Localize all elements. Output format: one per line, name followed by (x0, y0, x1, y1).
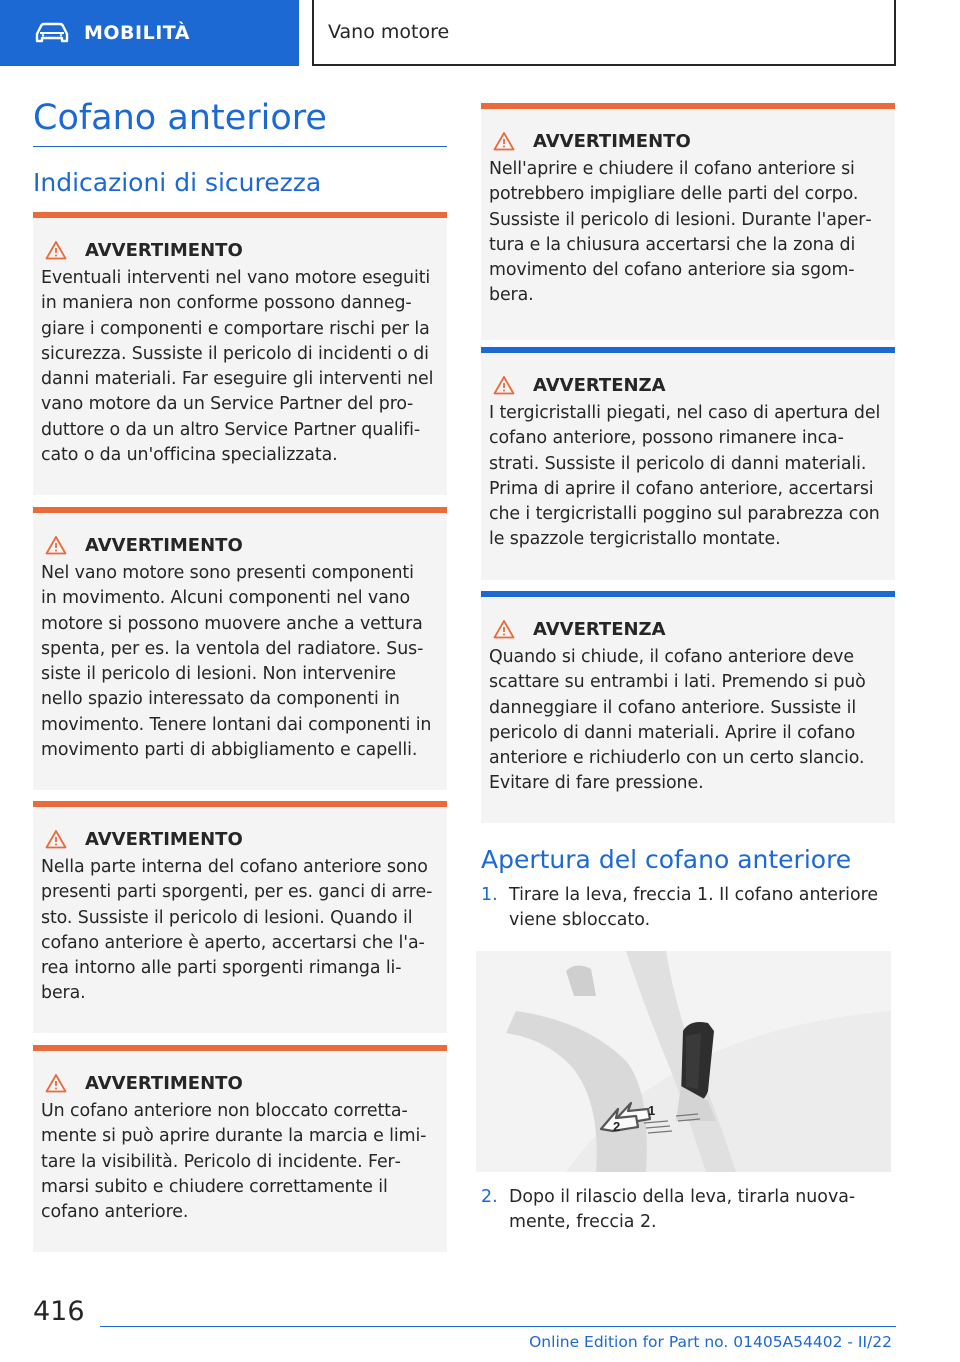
footer-edition: Online Edition for Part no. 01405A54402 - II/22 (529, 1333, 892, 1351)
chapter-title: Vano motore (328, 21, 450, 43)
warning-triangle-icon (45, 535, 67, 555)
section-heading-safety: Indicazioni di sicurezza (33, 168, 322, 197)
callout-text: Nell'aprire e chiudere il cofano anteriore si potrebbero impigliare delle parti del corpo. Sussiste il pericolo di lesioni. Durante l'aper‐ tura e la chiusura accertarsi che la zona di movimento del cofano anteriore sia sgom‐ bera. (489, 159, 872, 306)
svg-text:1: 1 (648, 1103, 656, 1118)
step-text: Tirare la leva, freccia 1. Il cofano anteriore viene sbloccato. (509, 885, 879, 930)
page-number: 416 (33, 1296, 85, 1327)
step-number: 2. (481, 1187, 498, 1207)
step-text: Dopo il rilascio della leva, tirarla nuova‐ mente, freccia 2. (509, 1187, 856, 1232)
callout-title: AVVERTIMENTO (85, 534, 243, 556)
callout-text: Nel vano motore sono presenti componenti in movimento. Alcuni componenti nel vano motore si possono muovere anche a vettura spenta, per es. la ventola del radiatore. Sus‐ siste il pericolo di lesioni. Non intervenire nello spazio interessato da componenti in movimento. Tenere lontani dai componenti in movimento parti di abbigliamento e capelli. (41, 563, 432, 761)
callout-title: AVVERTIMENTO (85, 1072, 243, 1094)
warning-callout (481, 103, 895, 340)
callout-text: Quando si chiude, il cofano anteriore deve scattare su entrambi i lati. Premendo si può danneggiare il cofano anteriore. Sussiste il pericolo di danni materiali. Aprire il cofano anteriore e richiuderlo con un certo slancio. Evitare di fare pressione. (489, 647, 866, 794)
warning-callout (33, 1045, 447, 1252)
warning-callout (33, 801, 447, 1033)
callout-text: Un cofano anteriore non bloccato corretta‐ mente si può aprire durante la marcia e limi‐ tare la visibilità. Pericolo di incidente. Fer‐ marsi subito e chiudere correttamente il cofano anteriore. (41, 1101, 427, 1223)
warning-triangle-icon (45, 829, 67, 849)
callout-text: Nella parte interna del cofano anteriore sono presenti parti sporgenti, per es. ganci di arre‐ sto. Sussiste il pericolo di lesioni. Quando il cofano anteriore è aperto, accertarsi che l'a‐ rea intorno alle parti sporgenti rimanga li‐ bera. (41, 857, 433, 1004)
title-divider (33, 146, 447, 147)
section-tab[interactable] (0, 0, 299, 66)
page-title: Cofano anteriore (33, 98, 327, 138)
callout-text: Eventuali interventi nel vano motore eseguiti in maniera non conforme possono danneg‐ giare i componenti e comportare rischi per la sicurezza. Sussiste il pericolo di incidenti o di danni materiali. Far eseguire gli interventi nel vano motore da un Service Partner del pro‐ duttore o da un altro Service Partner qualifi‐ cato o da un'officina specializzata. (41, 268, 434, 466)
car-icon (34, 22, 70, 44)
section-heading-opening: Apertura del cofano anteriore (481, 845, 852, 874)
hood-release-lever-illustration (476, 951, 891, 1172)
section-label: MOBILITÀ (84, 22, 190, 44)
footer-divider (100, 1326, 896, 1327)
callout-text: I tergicristalli piegati, nel caso di apertura del cofano anteriore, possono rimanere inca‐ strati. Sussiste il pericolo di danni materiali. Prima di aprire il cofano anteriore, accertarsi che i tergicristalli poggino sul parabrezza con le spazzole tergicristallo montate. (489, 403, 881, 550)
step-number: 1. (481, 885, 498, 905)
notice-callout (481, 591, 895, 823)
step-item (481, 883, 895, 933)
chapter-title-box (312, 0, 896, 66)
notice-callout (481, 347, 895, 580)
warning-triangle-icon (45, 240, 67, 260)
warning-triangle-icon (45, 1073, 67, 1093)
warning-triangle-icon (493, 375, 515, 395)
callout-title: AVVERTENZA (533, 618, 666, 640)
step-item (481, 1185, 895, 1235)
warning-callout (33, 507, 447, 790)
callout-title: AVVERTIMENTO (85, 828, 243, 850)
callout-title: AVVERTENZA (533, 374, 666, 396)
callout-title: AVVERTIMENTO (85, 239, 243, 261)
warning-triangle-icon (493, 131, 515, 151)
svg-text:2: 2 (613, 1119, 621, 1134)
warning-triangle-icon (493, 619, 515, 639)
warning-callout (33, 212, 447, 495)
callout-title: AVVERTIMENTO (533, 130, 691, 152)
